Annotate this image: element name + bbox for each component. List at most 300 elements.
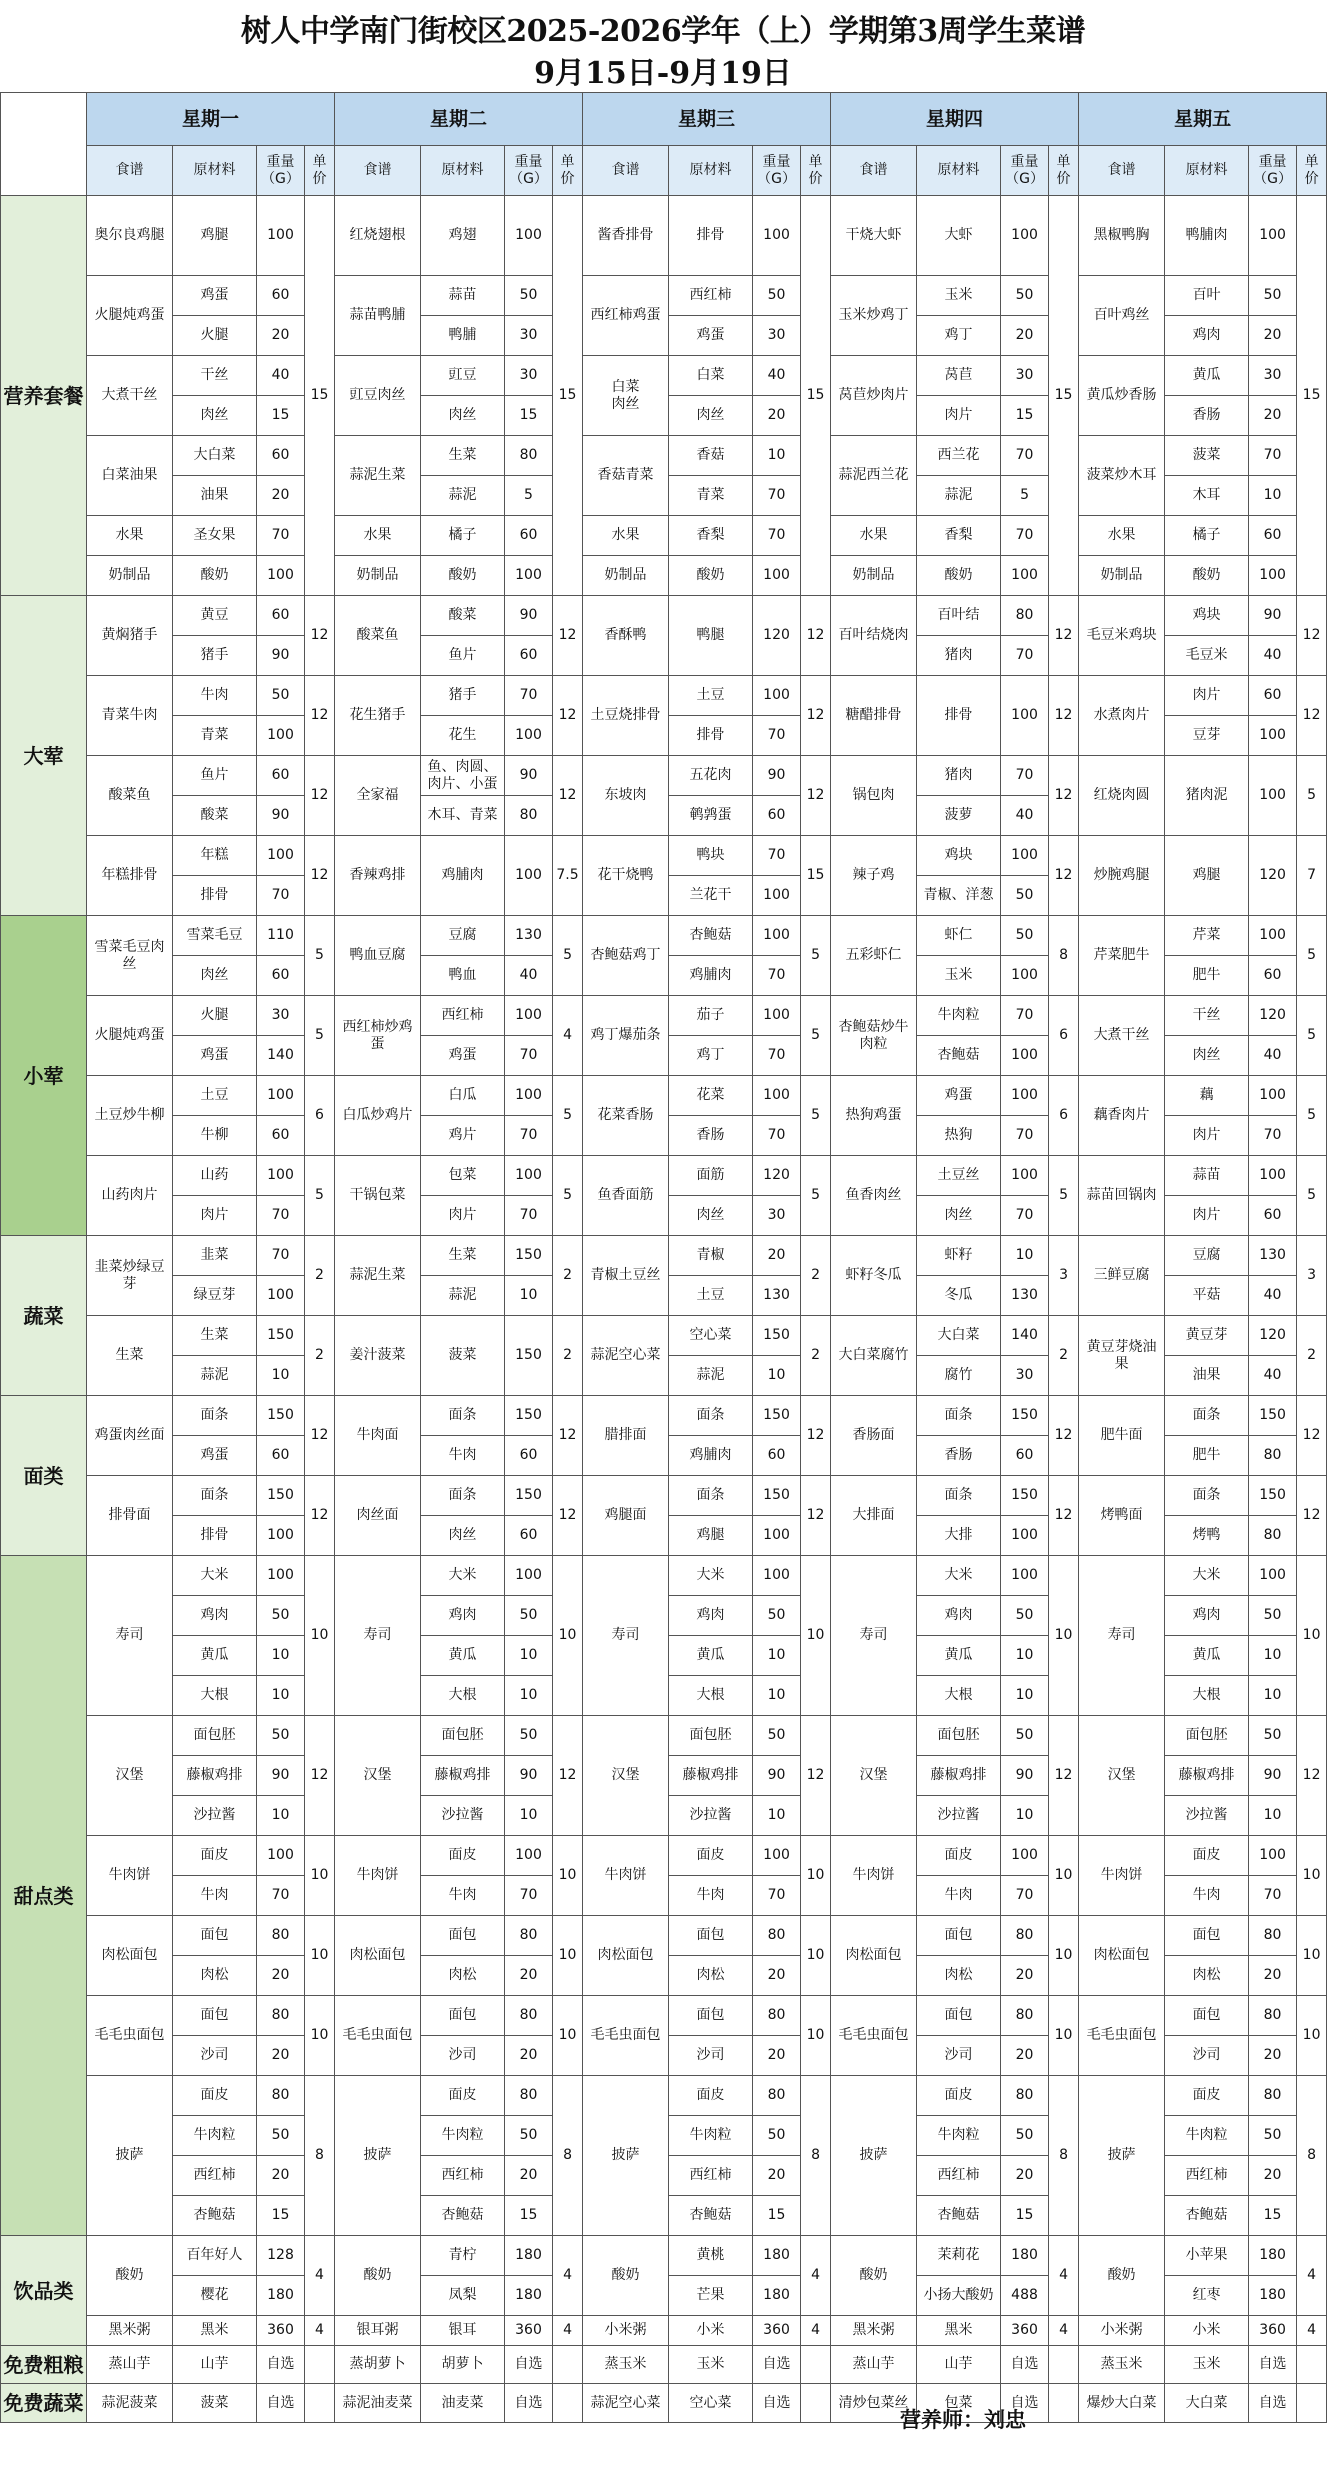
ingredient: 肥牛 <box>1165 1436 1249 1476</box>
weight: 10 <box>1249 1636 1297 1676</box>
ingredient: 面包 <box>421 1996 505 2036</box>
weight: 100 <box>257 196 305 276</box>
price: 10 <box>801 1996 831 2076</box>
ingredient: 面包 <box>917 1916 1001 1956</box>
ingredient: 牛肉 <box>421 1876 505 1916</box>
dish-name: 黑椒鸭胸 <box>1079 196 1165 276</box>
weight: 488 <box>1001 2276 1049 2316</box>
price: 5 <box>305 916 335 996</box>
price: 5 <box>1297 1156 1327 1236</box>
ingredient: 鱼、肉圆、肉片、小蛋 <box>421 756 505 796</box>
price: 10 <box>305 1916 335 1996</box>
weight: 100 <box>1001 1036 1049 1076</box>
weight: 120 <box>1249 1316 1297 1356</box>
weight: 80 <box>505 796 553 836</box>
dish-name: 玉米炒鸡丁 <box>831 276 917 356</box>
price: 4 <box>305 2316 335 2346</box>
ingredient: 鸡肉 <box>669 1596 753 1636</box>
table-row <box>1 1476 1327 1516</box>
weight: 60 <box>257 1436 305 1476</box>
price: 8 <box>305 2076 335 2236</box>
column-dish: 食谱 <box>87 146 173 196</box>
price: 2 <box>801 1236 831 1316</box>
ingredient: 生菜 <box>173 1316 257 1356</box>
column-dish: 食谱 <box>831 146 917 196</box>
weight: 30 <box>753 316 801 356</box>
ingredient: 玉米 <box>1165 2346 1249 2384</box>
ingredient: 香肠 <box>669 1116 753 1156</box>
dish-name: 百叶结烧肉 <box>831 596 917 676</box>
weight: 100 <box>505 556 553 596</box>
weight: 50 <box>1249 276 1297 316</box>
ingredient: 面包 <box>1165 1996 1249 2036</box>
dish-name: 毛毛虫面包 <box>1079 1996 1165 2076</box>
price: 6 <box>1049 996 1079 1076</box>
ingredient: 面皮 <box>421 2076 505 2116</box>
ingredient: 沙拉酱 <box>173 1796 257 1836</box>
weight: 100 <box>1001 836 1049 876</box>
dish-name: 辣子鸡 <box>831 836 917 916</box>
weight: 10 <box>1249 476 1297 516</box>
weight: 150 <box>1249 1476 1297 1516</box>
price: 12 <box>1297 1396 1327 1476</box>
ingredient: 大根 <box>917 1676 1001 1716</box>
weight: 100 <box>753 196 801 276</box>
dish-name: 酸奶 <box>1079 2236 1165 2316</box>
weight: 100 <box>505 1156 553 1196</box>
ingredient: 平菇 <box>1165 1276 1249 1316</box>
ingredient: 包菜 <box>421 1156 505 1196</box>
weight: 80 <box>1249 1916 1297 1956</box>
ingredient: 面条 <box>421 1476 505 1516</box>
dish-name: 大白菜腐竹 <box>831 1316 917 1396</box>
ingredient: 菠菜 <box>421 1316 505 1396</box>
weight: 70 <box>1249 1116 1297 1156</box>
ingredient: 鸭脯 <box>421 316 505 356</box>
ingredient: 莴苣 <box>917 356 1001 396</box>
ingredient: 油果 <box>173 476 257 516</box>
ingredient: 毛豆米 <box>1165 636 1249 676</box>
column-weight: 重量（G） <box>505 146 553 196</box>
dish-name: 排骨面 <box>87 1476 173 1556</box>
weight: 20 <box>257 2156 305 2196</box>
ingredient: 沙司 <box>1165 2036 1249 2076</box>
weight: 80 <box>753 1996 801 2036</box>
weight: 70 <box>505 676 553 716</box>
ingredient: 面条 <box>173 1396 257 1436</box>
price: 12 <box>1049 676 1079 756</box>
column-price: 单价 <box>1297 146 1327 196</box>
dish-name: 牛肉饼 <box>831 1836 917 1916</box>
ingredient: 百叶结 <box>917 596 1001 636</box>
weight: 100 <box>257 716 305 756</box>
weight: 50 <box>1001 1716 1049 1756</box>
price: 8 <box>553 2076 583 2236</box>
dish-name: 牛肉饼 <box>1079 1836 1165 1916</box>
ingredient: 黑米 <box>917 2316 1001 2346</box>
ingredient: 黄桃 <box>669 2236 753 2276</box>
ingredient: 黄瓜 <box>669 1636 753 1676</box>
weight: 60 <box>753 1436 801 1476</box>
dish-name: 五彩虾仁 <box>831 916 917 996</box>
table-row <box>1 596 1327 636</box>
dish-name: 牛肉饼 <box>583 1836 669 1916</box>
dish-name: 牛肉面 <box>335 1396 421 1476</box>
price: 12 <box>801 1716 831 1836</box>
weight: 70 <box>1001 756 1049 796</box>
ingredient: 黄瓜 <box>421 1636 505 1676</box>
ingredient: 鱼片 <box>421 636 505 676</box>
weight: 50 <box>505 1596 553 1636</box>
price: 10 <box>1049 1996 1079 2076</box>
ingredient: 面包 <box>1165 1916 1249 1956</box>
ingredient: 红枣 <box>1165 2276 1249 2316</box>
weight: 20 <box>257 316 305 356</box>
ingredient: 面包胚 <box>421 1716 505 1756</box>
dish-name: 蒸玉米 <box>1079 2346 1165 2384</box>
weight: 150 <box>257 1396 305 1436</box>
ingredient: 西红柿 <box>669 276 753 316</box>
ingredient: 虾籽 <box>917 1236 1001 1276</box>
dish-name: 水煮肉片 <box>1079 676 1165 756</box>
dish-name: 锅包肉 <box>831 756 917 836</box>
price: 5 <box>1049 1156 1079 1236</box>
weight: 10 <box>257 1796 305 1836</box>
weight: 20 <box>1249 2156 1297 2196</box>
dish-name: 年糕排骨 <box>87 836 173 916</box>
weight: 20 <box>257 476 305 516</box>
ingredient: 香梨 <box>669 516 753 556</box>
weight: 60 <box>1249 956 1297 996</box>
ingredient: 鸭块 <box>669 836 753 876</box>
ingredient: 木耳、青菜 <box>421 796 505 836</box>
ingredient: 面条 <box>669 1396 753 1436</box>
price <box>305 2346 335 2384</box>
weight: 100 <box>1001 1076 1049 1116</box>
weight: 70 <box>1001 436 1049 476</box>
ingredient: 胡萝卜 <box>421 2346 505 2384</box>
ingredient: 橘子 <box>1165 516 1249 556</box>
price: 12 <box>1297 1716 1327 1836</box>
ingredient: 大米 <box>1165 1556 1249 1596</box>
table-row <box>1 516 1327 556</box>
ingredient: 肉片 <box>1165 1116 1249 1156</box>
weight: 10 <box>1249 1676 1297 1716</box>
ingredient: 小苹果 <box>1165 2236 1249 2276</box>
ingredient: 鸡肉 <box>917 1596 1001 1636</box>
weight: 60 <box>1249 1196 1297 1236</box>
ingredient: 面条 <box>917 1476 1001 1516</box>
ingredient: 大白菜 <box>173 436 257 476</box>
ingredient: 酸奶 <box>1165 556 1249 596</box>
ingredient: 排骨 <box>669 716 753 756</box>
weight: 50 <box>257 676 305 716</box>
table-row <box>1 836 1327 876</box>
dish-name: 汉堡 <box>831 1716 917 1836</box>
ingredient: 肉松 <box>421 1956 505 1996</box>
ingredient: 鸡蛋 <box>173 1436 257 1476</box>
weight: 20 <box>257 1956 305 1996</box>
ingredient: 菠菜 <box>1165 436 1249 476</box>
weight: 150 <box>753 1396 801 1436</box>
weight: 20 <box>753 2156 801 2196</box>
weight: 70 <box>1001 996 1049 1036</box>
weight: 40 <box>753 356 801 396</box>
ingredient: 肉丝 <box>421 1516 505 1556</box>
price: 10 <box>1297 1916 1327 1996</box>
ingredient: 蒜泥 <box>421 1276 505 1316</box>
weight: 100 <box>505 196 553 276</box>
ingredient: 烤鸭 <box>1165 1516 1249 1556</box>
weight: 30 <box>257 996 305 1036</box>
category-label: 大荤 <box>1 596 87 916</box>
dish-name: 蒜泥菠菜 <box>87 2384 173 2423</box>
price: 12 <box>801 1476 831 1556</box>
price: 4 <box>553 996 583 1076</box>
weight: 15 <box>1249 2196 1297 2236</box>
weight: 100 <box>1001 1556 1049 1596</box>
dish-name: 爆炒大白菜 <box>1079 2384 1165 2423</box>
weight: 10 <box>1001 1636 1049 1676</box>
price: 5 <box>801 916 831 996</box>
ingredient: 面包 <box>669 1916 753 1956</box>
price: 15 <box>305 196 335 596</box>
ingredient: 空心菜 <box>669 2384 753 2423</box>
dish-name: 姜汁菠菜 <box>335 1316 421 1396</box>
price: 12 <box>1049 1396 1079 1476</box>
weight: 60 <box>257 596 305 636</box>
weight: 10 <box>505 1796 553 1836</box>
weight: 70 <box>257 876 305 916</box>
price: 5 <box>1297 996 1327 1076</box>
dish-name: 红烧翅根 <box>335 196 421 276</box>
ingredient: 面包胚 <box>173 1716 257 1756</box>
ingredient: 茄子 <box>669 996 753 1036</box>
weight: 100 <box>257 1276 305 1316</box>
weight: 360 <box>257 2316 305 2346</box>
weight: 30 <box>753 1196 801 1236</box>
price: 12 <box>553 756 583 836</box>
ingredient: 青菜 <box>173 716 257 756</box>
price: 10 <box>1297 1996 1327 2076</box>
ingredient: 面条 <box>173 1476 257 1516</box>
price: 12 <box>553 1396 583 1476</box>
ingredient: 鸡翅 <box>421 196 505 276</box>
ingredient: 黄豆 <box>173 596 257 636</box>
day-header-1: 星期一 <box>87 93 335 146</box>
weight: 10 <box>505 1636 553 1676</box>
table-row <box>1 276 1327 316</box>
dish-name: 藕香肉片 <box>1079 1076 1165 1156</box>
table-row <box>1 2346 1327 2384</box>
weight: 50 <box>1001 1596 1049 1636</box>
weight: 100 <box>1249 196 1297 276</box>
ingredient: 肉松 <box>1165 1956 1249 1996</box>
price: 10 <box>1297 1836 1327 1916</box>
ingredient: 青菜 <box>669 476 753 516</box>
price: 4 <box>1049 2316 1079 2346</box>
weight: 80 <box>257 1916 305 1956</box>
weight: 70 <box>753 836 801 876</box>
ingredient: 牛肉粒 <box>917 996 1001 1036</box>
price: 4 <box>1297 2236 1327 2316</box>
dish-name: 汉堡 <box>1079 1716 1165 1836</box>
table-row <box>1 2076 1327 2116</box>
ingredient: 杏鲍菇 <box>917 2196 1001 2236</box>
weight: 70 <box>1249 1876 1297 1916</box>
weight: 20 <box>1001 316 1049 356</box>
price: 12 <box>553 676 583 756</box>
weight: 10 <box>753 1356 801 1396</box>
ingredient: 牛肉 <box>917 1876 1001 1916</box>
ingredient: 藤椒鸡排 <box>421 1756 505 1796</box>
column-ingredient: 原材料 <box>1165 146 1249 196</box>
ingredient: 面包胚 <box>917 1716 1001 1756</box>
dish-name: 腊排面 <box>583 1396 669 1476</box>
dish-name: 杏鲍菇炒牛肉粒 <box>831 996 917 1076</box>
table-row <box>1 1556 1327 1596</box>
weight: 100 <box>753 1556 801 1596</box>
dish-name: 大煮干丝 <box>1079 996 1165 1076</box>
ingredient: 藕 <box>1165 1076 1249 1116</box>
dish-name: 青椒土豆丝 <box>583 1236 669 1316</box>
weight: 150 <box>257 1316 305 1356</box>
weight: 100 <box>1249 1076 1297 1116</box>
ingredient: 豆腐 <box>1165 1236 1249 1276</box>
weight: 80 <box>505 1916 553 1956</box>
price: 5 <box>553 916 583 996</box>
ingredient: 百年好人 <box>173 2236 257 2276</box>
ingredient: 面条 <box>1165 1396 1249 1436</box>
weight: 150 <box>753 1316 801 1356</box>
price <box>1297 2384 1327 2423</box>
ingredient: 排骨 <box>173 1516 257 1556</box>
weight: 128 <box>257 2236 305 2276</box>
ingredient: 凤梨 <box>421 2276 505 2316</box>
dish-name: 黑米粥 <box>87 2316 173 2346</box>
weight: 70 <box>1001 1116 1049 1156</box>
weight: 60 <box>257 956 305 996</box>
ingredient: 面皮 <box>173 2076 257 2116</box>
ingredient: 西兰花 <box>917 436 1001 476</box>
ingredient: 牛肉 <box>421 1436 505 1476</box>
weight: 90 <box>505 596 553 636</box>
column-weight: 重量（G） <box>257 146 305 196</box>
ingredient: 鸡腿 <box>173 196 257 276</box>
weight: 130 <box>1001 1276 1049 1316</box>
ingredient: 排骨 <box>173 876 257 916</box>
dish-name: 水果 <box>831 516 917 556</box>
weight: 100 <box>753 676 801 716</box>
ingredient: 腐竹 <box>917 1356 1001 1396</box>
price: 12 <box>801 756 831 836</box>
dish-name: 西红柿炒鸡蛋 <box>335 996 421 1076</box>
ingredient: 猪肉 <box>917 756 1001 796</box>
ingredient: 面包 <box>173 1996 257 2036</box>
category-label: 免费粗粮 <box>1 2346 87 2384</box>
table-row <box>1 1996 1327 2036</box>
weight: 150 <box>1001 1476 1049 1516</box>
dish-name: 寿司 <box>831 1556 917 1716</box>
ingredient: 蒜泥 <box>669 1356 753 1396</box>
weight: 150 <box>753 1476 801 1516</box>
price: 6 <box>305 1076 335 1156</box>
ingredient: 空心菜 <box>669 1316 753 1356</box>
dish-name: 毛毛虫面包 <box>87 1996 173 2076</box>
weight: 100 <box>1249 756 1297 836</box>
dish-name: 蒜泥油麦菜 <box>335 2384 421 2423</box>
dish-name: 香酥鸭 <box>583 596 669 676</box>
dish-name: 鸡蛋肉丝面 <box>87 1396 173 1476</box>
dish-name: 蒸胡萝卜 <box>335 2346 421 2384</box>
weight: 100 <box>1249 916 1297 956</box>
price: 10 <box>553 1916 583 1996</box>
weight: 100 <box>505 1076 553 1116</box>
ingredient: 大排 <box>917 1516 1001 1556</box>
weight: 50 <box>1001 916 1049 956</box>
weight: 40 <box>1249 1356 1297 1396</box>
dish-name: 水果 <box>87 516 173 556</box>
table-row <box>1 196 1327 236</box>
price: 4 <box>305 2236 335 2316</box>
ingredient: 西红柿 <box>421 996 505 1036</box>
day-header-4: 星期四 <box>831 93 1079 146</box>
weight: 30 <box>505 356 553 396</box>
weight: 80 <box>505 2076 553 2116</box>
dish-name: 披萨 <box>87 2076 173 2236</box>
weight: 90 <box>753 1756 801 1796</box>
ingredient: 鸡腿 <box>1165 836 1249 916</box>
ingredient: 酸奶 <box>669 556 753 596</box>
dish-name: 白菜油果 <box>87 436 173 516</box>
ingredient: 藤椒鸡排 <box>917 1756 1001 1796</box>
dish-name: 奶制品 <box>87 556 173 596</box>
price: 5 <box>1297 756 1327 836</box>
dish-name: 清炒包菜丝 <box>831 2384 917 2423</box>
weight: 自选 <box>505 2346 553 2384</box>
column-dish: 食谱 <box>335 146 421 196</box>
weight: 10 <box>257 1676 305 1716</box>
ingredient: 面包 <box>173 1916 257 1956</box>
ingredient: 藤椒鸡排 <box>1165 1756 1249 1796</box>
ingredient: 酸奶 <box>173 556 257 596</box>
weight: 60 <box>1249 676 1297 716</box>
ingredient: 面皮 <box>1165 1836 1249 1876</box>
ingredient: 油麦菜 <box>421 2384 505 2423</box>
menu-sheet <box>0 92 1326 2415</box>
dish-name: 莴苣炒肉片 <box>831 356 917 436</box>
ingredient: 沙司 <box>669 2036 753 2076</box>
weight: 20 <box>257 2036 305 2076</box>
dish-name: 花菜香肠 <box>583 1076 669 1156</box>
ingredient: 牛肉 <box>669 1876 753 1916</box>
weight: 70 <box>1001 1876 1049 1916</box>
dish-name: 肉松面包 <box>583 1916 669 1996</box>
weight: 120 <box>753 1156 801 1196</box>
ingredient: 肉片 <box>1165 676 1249 716</box>
ingredient: 樱花 <box>173 2276 257 2316</box>
ingredient: 火腿 <box>173 316 257 356</box>
ingredient: 鸡脯肉 <box>669 1436 753 1476</box>
ingredient: 圣女果 <box>173 516 257 556</box>
column-price: 单价 <box>1049 146 1079 196</box>
dish-name: 小米粥 <box>1079 2316 1165 2346</box>
column-price: 单价 <box>801 146 831 196</box>
weight: 100 <box>505 716 553 756</box>
column-price: 单价 <box>553 146 583 196</box>
dish-name: 山药肉片 <box>87 1156 173 1236</box>
weight: 15 <box>257 2196 305 2236</box>
